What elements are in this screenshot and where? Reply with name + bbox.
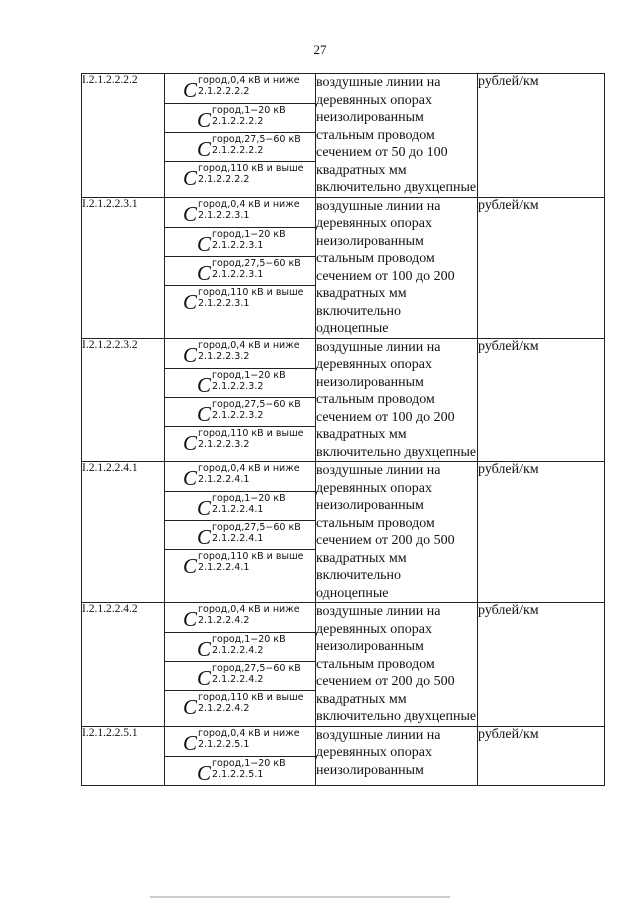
rate-symbol [165,103,315,132]
symbol-superscript: город,1−20 кВ [212,105,286,116]
symbol-subscript: 2.1.2.2.5.1 [212,768,264,780]
symbol-superscript: город,110 кВ и выше [198,551,304,562]
rate-symbol [165,549,315,578]
symbol-subscript: 2.1.2.2.3.1 [198,297,250,309]
symbol-subscript: 2.1.2.2.4.2 [212,674,264,685]
symbol-letter: C [183,466,198,490]
table-row [82,197,605,338]
symbol-letter: C [197,260,212,285]
symbol-subscript: 2.1.2.2.4.2 [198,703,250,714]
symbol-superscript: город,27,5−60 кВ [212,257,301,269]
symbol-letter: C [183,166,198,190]
rate-symbol [165,462,315,491]
symbol-letter: C [197,760,212,785]
rate-symbol [165,632,315,661]
symbol-letter: C [183,430,198,455]
row-code: I.2.1.2.2.3.1 [82,197,165,338]
symbol-cell [165,726,316,785]
symbol-superscript: город,110 кВ и выше [198,286,304,298]
symbol-cell [165,74,316,198]
symbol-cell [165,603,316,727]
row-unit: рублей/км [478,603,605,727]
rate-symbol [165,603,315,632]
row-unit: рублей/км [478,197,605,338]
symbol-letter: C [183,201,198,226]
row-code: I.2.1.2.2.2.2 [82,74,165,198]
symbol-superscript: город,0,4 кВ и ниже [198,75,300,86]
symbol-letter: C [183,695,198,719]
symbol-subscript: 2.1.2.2.3.2 [198,350,250,362]
rate-symbol [165,756,315,785]
symbol-subscript: 2.1.2.2.3.2 [198,438,250,450]
rate-symbol [165,491,315,520]
rate-symbol [165,397,315,426]
tariff-table [81,73,605,786]
symbol-subscript: 2.1.2.2.3.1 [198,209,250,221]
symbol-superscript: город,1−20 кВ [212,634,286,645]
page-bottom-rule [150,896,450,898]
page-number: 27 [313,42,327,57]
rate-symbol [165,520,315,549]
symbol-superscript: город,1−20 кВ [212,493,286,504]
symbol-subscript: 2.1.2.2.3.1 [212,268,264,280]
symbol-subscript: 2.1.2.2.3.2 [212,380,264,392]
row-unit: рублей/км [478,462,605,603]
symbol-letter: C [183,730,198,755]
symbol-superscript: город,110 кВ и выше [198,427,304,439]
symbol-superscript: город,1−20 кВ [212,228,286,240]
symbol-letter: C [197,401,212,426]
symbol-letter: C [183,289,198,314]
rate-symbol [165,339,315,368]
symbol-letter: C [183,342,198,367]
row-code: I.2.1.2.2.4.2 [82,603,165,727]
symbol-letter: C [197,525,212,549]
row-description: воздушные линии на деревянных опорах неизолированным [316,726,478,785]
symbol-superscript: город,1−20 кВ [212,369,286,381]
symbol-subscript: 2.1.2.2.2.2 [212,116,264,127]
symbol-superscript: город,0,4 кВ и ниже [198,339,300,351]
symbol-cell [165,197,316,338]
symbol-subscript: 2.1.2.2.5.1 [198,738,250,750]
symbol-superscript: город,27,5−60 кВ [212,134,301,145]
symbol-letter: C [197,372,212,397]
rate-symbol [165,368,315,397]
rate-symbol [165,727,315,756]
symbol-superscript: город,0,4 кВ и ниже [198,727,300,739]
symbol-subscript: 2.1.2.2.4.1 [198,562,250,573]
symbol-cell [165,462,316,603]
symbol-cell [165,338,316,462]
row-unit: рублей/км [478,74,605,198]
rate-symbol [165,661,315,690]
rate-symbol [165,285,315,314]
table-row [82,726,605,785]
rate-symbol [165,256,315,285]
table-row [82,338,605,462]
row-description: воздушные линии на деревянных опорах неизолированным стальным проводом сечением от 50 до 100 квадратных мм включительно двухцепные [316,75,477,195]
symbol-letter: C [183,607,198,631]
symbol-subscript: 2.1.2.2.4.1 [198,474,250,485]
row-description: воздушные линии на деревянных опорах неизолированным стальным проводом сечением от 200 до 500 квадратных мм включительно двухцепные [316,604,477,724]
symbol-superscript: город,110 кВ и выше [198,692,304,703]
table-row [82,603,605,727]
symbol-letter: C [183,78,198,102]
symbol-superscript: город,0,4 кВ и ниже [198,604,300,615]
symbol-superscript: город,110 кВ и выше [198,163,304,174]
table-row [82,462,605,603]
symbol-subscript: 2.1.2.2.4.2 [212,645,264,656]
symbol-subscript: 2.1.2.2.2.2 [198,174,250,185]
symbol-letter: C [197,666,212,690]
symbol-superscript: город,27,5−60 кВ [212,522,301,533]
rate-symbol [165,161,315,190]
symbol-superscript: город,27,5−60 кВ [212,398,301,410]
rate-symbol [165,132,315,161]
rate-symbol [165,74,315,103]
rate-symbol [165,227,315,256]
symbol-letter: C [197,108,212,132]
symbol-subscript: 2.1.2.2.4.1 [212,504,264,515]
symbol-letter: C [197,137,212,161]
rate-symbol [165,690,315,719]
symbol-subscript: 2.1.2.2.3.2 [212,409,264,421]
symbol-superscript: город,0,4 кВ и ниже [198,198,300,210]
symbol-superscript: город,1−20 кВ [212,757,286,769]
row-description: воздушные линии на деревянных опорах неизолированным стальным проводом сечением от 100 до 200 квадратных мм включительно двухцепные [316,339,477,460]
symbol-subscript: 2.1.2.2.3.1 [212,239,264,251]
symbol-superscript: город,0,4 кВ и ниже [198,463,300,474]
row-code: I.2.1.2.2.3.2 [82,338,165,462]
tariff-table-body [82,74,605,786]
table-row [82,74,605,198]
symbol-letter: C [183,554,198,578]
symbol-letter: C [197,637,212,661]
symbol-subscript: 2.1.2.2.2.2 [212,145,264,156]
symbol-superscript: город,27,5−60 кВ [212,663,301,674]
row-unit: рублей/км [478,338,605,462]
rate-symbol [165,426,315,455]
row-description: воздушные линии на деревянных опорах неизолированным стальным проводом сечением от 100 до 200 квадратных мм включительно одноцепные [316,197,478,338]
row-code: I.2.1.2.2.4.1 [82,462,165,603]
symbol-subscript: 2.1.2.2.4.1 [212,533,264,544]
symbol-letter: C [197,496,212,520]
row-description: воздушные линии на деревянных опорах неизолированным стальным проводом сечением от 200 до 500 квадратных мм включительно одноцепные [316,462,478,603]
row-code: I.2.1.2.2.5.1 [82,726,165,785]
rate-symbol [165,198,315,227]
symbol-letter: C [197,231,212,256]
symbol-subscript: 2.1.2.2.2.2 [198,86,250,97]
row-unit: рублей/км [478,726,605,785]
symbol-subscript: 2.1.2.2.4.2 [198,615,250,626]
